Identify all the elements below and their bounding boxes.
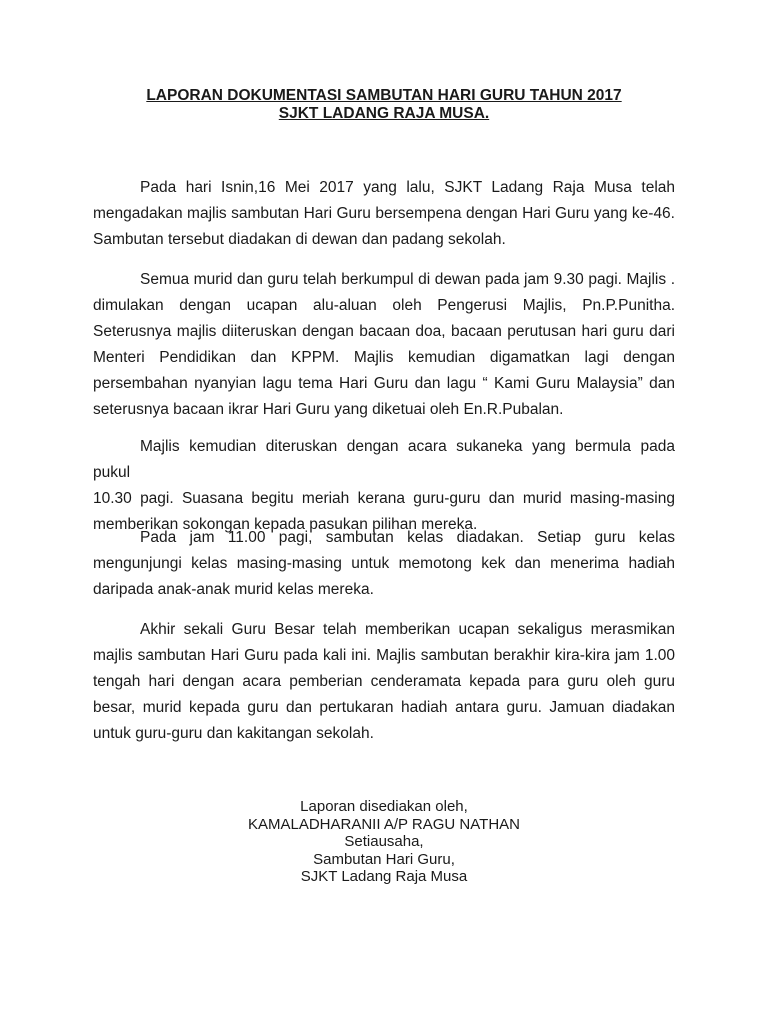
author-position: Setiausaha, bbox=[344, 833, 424, 850]
title-line-1: LAPORAN DOKUMENTASI SAMBUTAN HARI GURU TAHUN 2017 bbox=[146, 87, 622, 104]
paragraph-line: Seterusnya majlis diiteruskan dengan bacaan doa, bacaan perutusan hari guru dari bbox=[93, 323, 675, 340]
paragraph-line: tengah hari dengan acara pemberian cenderamata kepada para guru oleh guru bbox=[93, 673, 675, 690]
author-name: KAMALADHARANII A/P RAGU NATHAN bbox=[247, 815, 520, 833]
paragraph-line: seterusnya bacaan ikrar Hari Guru yang diketuai oleh En.R.Pubalan. bbox=[93, 401, 564, 418]
paragraph-line: untuk guru-guru dan kakitangan sekolah. bbox=[93, 725, 374, 742]
paragraph-3 bbox=[93, 434, 675, 538]
paragraph-2 bbox=[93, 267, 675, 423]
school-name: SJKT Ladang Raja Musa bbox=[300, 868, 468, 885]
paragraph-line: persembahan nyanyian lagu tema Hari Guru dan lagu “ Kami Guru Malaysia” dan bbox=[93, 375, 675, 392]
event-name: Sambutan Hari Guru, bbox=[313, 850, 455, 868]
title-line-2: SJKT LADANG RAJA MUSA. bbox=[278, 105, 490, 122]
paragraph-line: Pada jam 11.00 pagi, sambutan kelas diadakan. Setiap guru kelas bbox=[140, 529, 675, 546]
paragraph-1 bbox=[93, 175, 675, 253]
paragraph-line: memberikan sokongan kepada pasukan pilihan mereka. bbox=[93, 516, 478, 533]
paragraph-line: besar, murid kepada guru dan pertukaran hadiah antara guru. Jamuan diadakan bbox=[93, 699, 675, 716]
paragraph-line: 10.30 pagi. Suasana begitu meriah kerana guru-guru dan murid masing-masing bbox=[93, 490, 675, 507]
paragraph-line: daripada anak-anak murid kelas mereka. bbox=[93, 581, 374, 598]
paragraph-line: mengunjungi kelas masing-masing untuk memotong kek dan menerima hadiah bbox=[93, 555, 675, 572]
paragraph-line: Menteri Pendidikan dan KPPM. Majlis kemudian digamatkan lagi dengan bbox=[93, 349, 675, 366]
paragraph-line: Semua murid dan guru telah berkumpul di dewan pada jam 9.30 pagi. Majlis . bbox=[140, 271, 675, 288]
paragraph-5 bbox=[93, 617, 675, 747]
paragraph-line: Sambutan tersebut diadakan di dewan dan padang sekolah. bbox=[93, 231, 506, 248]
paragraph-line: majlis sambutan Hari Guru pada kali ini. Majlis sambutan berakhir kira-kira jam 1.00 bbox=[93, 647, 675, 664]
paragraph-4 bbox=[93, 525, 675, 603]
paragraph-line: Majlis kemudian diteruskan dengan acara sukaneka yang bermula pada pukul bbox=[93, 438, 675, 481]
prepared-by-label: Laporan disediakan oleh, bbox=[300, 798, 468, 815]
signature-block bbox=[0, 798, 768, 886]
paragraph-line: Pada hari Isnin,16 Mei 2017 yang lalu, SJKT Ladang Raja Musa telah bbox=[140, 179, 675, 196]
paragraph-line: dimulakan dengan ucapan alu-aluan oleh Pengerusi Majlis, Pn.P.Punitha. bbox=[93, 297, 675, 314]
paragraph-line: mengadakan majlis sambutan Hari Guru bersempena dengan Hari Guru yang ke-46. bbox=[93, 205, 675, 222]
paragraph-line: Akhir sekali Guru Besar telah memberikan ucapan sekaligus merasmikan bbox=[140, 621, 675, 638]
document-title bbox=[0, 87, 768, 123]
